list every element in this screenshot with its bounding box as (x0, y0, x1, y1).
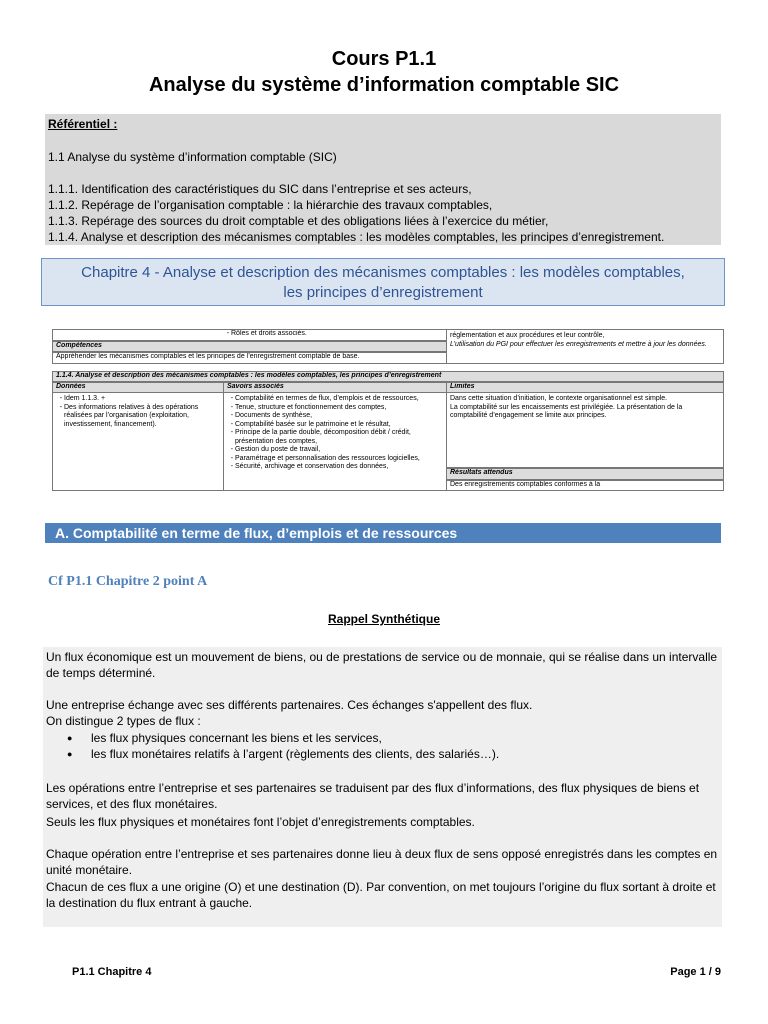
referentiel-box (45, 114, 721, 245)
table-limites-2: La comptabilité sur les encaissements est privilégiée. La présentation de la comptabilité d’engagement se limite aux principes. (450, 403, 683, 419)
table-col-limites: Limites (446, 382, 724, 393)
table-list-item: - Des informations relatives à des opérations réalisées par l’organisation (exploitation, investissement, financement). (64, 404, 220, 430)
table-donnees-cell (52, 392, 224, 491)
flux-bullet-list (67, 730, 499, 762)
table-cell (52, 329, 447, 341)
table-competences-text: Appréhender les mécanismes comptables et les principes de l’enregistrement comptable de base. (52, 352, 447, 364)
paragraph: Chaque opération entre l’entreprise et ses partenaires donne lieu à deux flux de sens opposé enregistrés dans les comptes en unité monétaire. (46, 847, 718, 877)
table-limites-cell (446, 392, 724, 468)
table-list-item: - Tenue, structure et fonctionnement des comptes, (235, 404, 443, 413)
paragraph: Les opérations entre l’entreprise et ses partenaires se traduisent par des flux d’informations, des flux physiques de biens et services, et des flux monétaires. (46, 781, 700, 811)
table-cell (446, 329, 724, 364)
table-section-title: 1.1.4. Analyse et description des mécanismes comptables : les modèles comptables, les principes d’enregistrement (52, 371, 724, 382)
table-list-item: - Comptabilité basée sur le patrimoine et le résultat, (235, 421, 443, 430)
table-competences-label: Compétences (52, 341, 447, 352)
page-title-line2: Analyse du système d’information comptable SIC (148, 74, 620, 96)
referentiel-item: 1.1.4. Analyse et description des mécanismes comptables : les modèles comptables, les principes d’enregistrement. (48, 230, 665, 244)
table-savoirs-cell (223, 392, 447, 491)
referentiel-heading: Référentiel : (48, 117, 118, 131)
table-list-item: - Paramétrage et personnalisation des ressources logicielles, (235, 455, 443, 464)
paragraph: On distingue 2 types de flux : (46, 714, 201, 728)
table-list-item: - Documents de synthèse, (235, 412, 443, 421)
table-list-item: - Principe de la partie double, décomposition débit / crédit, présentation des comptes, (235, 429, 443, 446)
chapter-title-line2: les principes d’enregistrement (283, 284, 483, 301)
paragraph: Une entreprise échange avec ses différents partenaires. Ces échanges s'appellent des flux. (46, 698, 533, 712)
referentiel-item: 1.1.1. Identification des caractéristiques du SIC dans l’entreprise et ses acteurs, (48, 182, 472, 196)
referentiel-item: 1.1.2. Repérage de l’organisation comptable : la hiérarchie des travaux comptables, (48, 198, 493, 212)
table-list-item: - Comptabilité en termes de flux, d’emplois et de ressources, (235, 395, 443, 404)
table-list-item: - Gestion du poste de travail, (235, 446, 443, 455)
table-list-item: - Idem 1.1.3. + (64, 395, 220, 404)
section-a-heading (45, 523, 721, 543)
chapter-title-box (41, 258, 725, 306)
cf-reference: Cf P1.1 Chapitre 2 point A (48, 574, 208, 589)
paragraph: Seuls les flux physiques et monétaires font l’objet d’enregistrements comptables. (46, 815, 475, 829)
bullet-item: ● les flux physiques concernant les biens et les services, (67, 730, 499, 746)
page-title-line1: Cours P1.1 (331, 48, 437, 70)
table-top-right-2: L’utilisation du PGI pour effectuer les enregistrements et mettre à jour les données. (450, 340, 707, 348)
table-top-left-item: - Rôles et droits associés. (231, 330, 446, 339)
paragraph: Chacun de ces flux a une origine (O) et une destination (D). Par convention, on met toujours l’origine du flux sortant à droite et la destination du flux entrant à gauche. (46, 880, 716, 910)
table-resultats-label: Résultats attendus (446, 468, 724, 480)
content-box (43, 647, 722, 927)
referentiel-table (52, 329, 724, 491)
footer-left: P1.1 Chapitre 4 (72, 966, 152, 978)
chapter-title-line1: Chapitre 4 - Analyse et description des mécanismes comptables : les modèles comptables, (81, 264, 685, 281)
bullet-item: ● les flux monétaires relatifs à l’argent (règlements des clients, des salariés…). (67, 746, 499, 762)
table-limites-1: Dans cette situation d’initiation, le contexte organisationnel est simple. (450, 395, 668, 402)
rappel-heading: Rappel Synthétique (327, 612, 440, 626)
paragraph: Un flux économique est un mouvement de biens, ou de prestations de service ou de monnaie, qui se réalise dans un intervalle de temps déterminé. (46, 650, 718, 680)
footer-page-number: Page 1 / 9 (670, 966, 721, 978)
table-top-right-1: réglementation et aux procédures et leur contrôle, (450, 332, 605, 339)
table-resultats-text: Des enregistrements comptables conformes à la (446, 480, 724, 491)
table-col-donnees: Données (52, 382, 224, 393)
table-col-savoirs: Savoirs associés (223, 382, 447, 393)
referentiel-subtitle: 1.1 Analyse du système d’information comptable (SIC) (48, 150, 337, 164)
section-a-label: A. Comptabilité en terme de flux, d’emplois et de ressources (55, 525, 458, 541)
referentiel-item: 1.1.3. Repérage des sources du droit comptable et des obligations liées à l’exercice du métier, (48, 214, 549, 228)
table-list-item: - Sécurité, archivage et conservation des données, (235, 463, 443, 472)
